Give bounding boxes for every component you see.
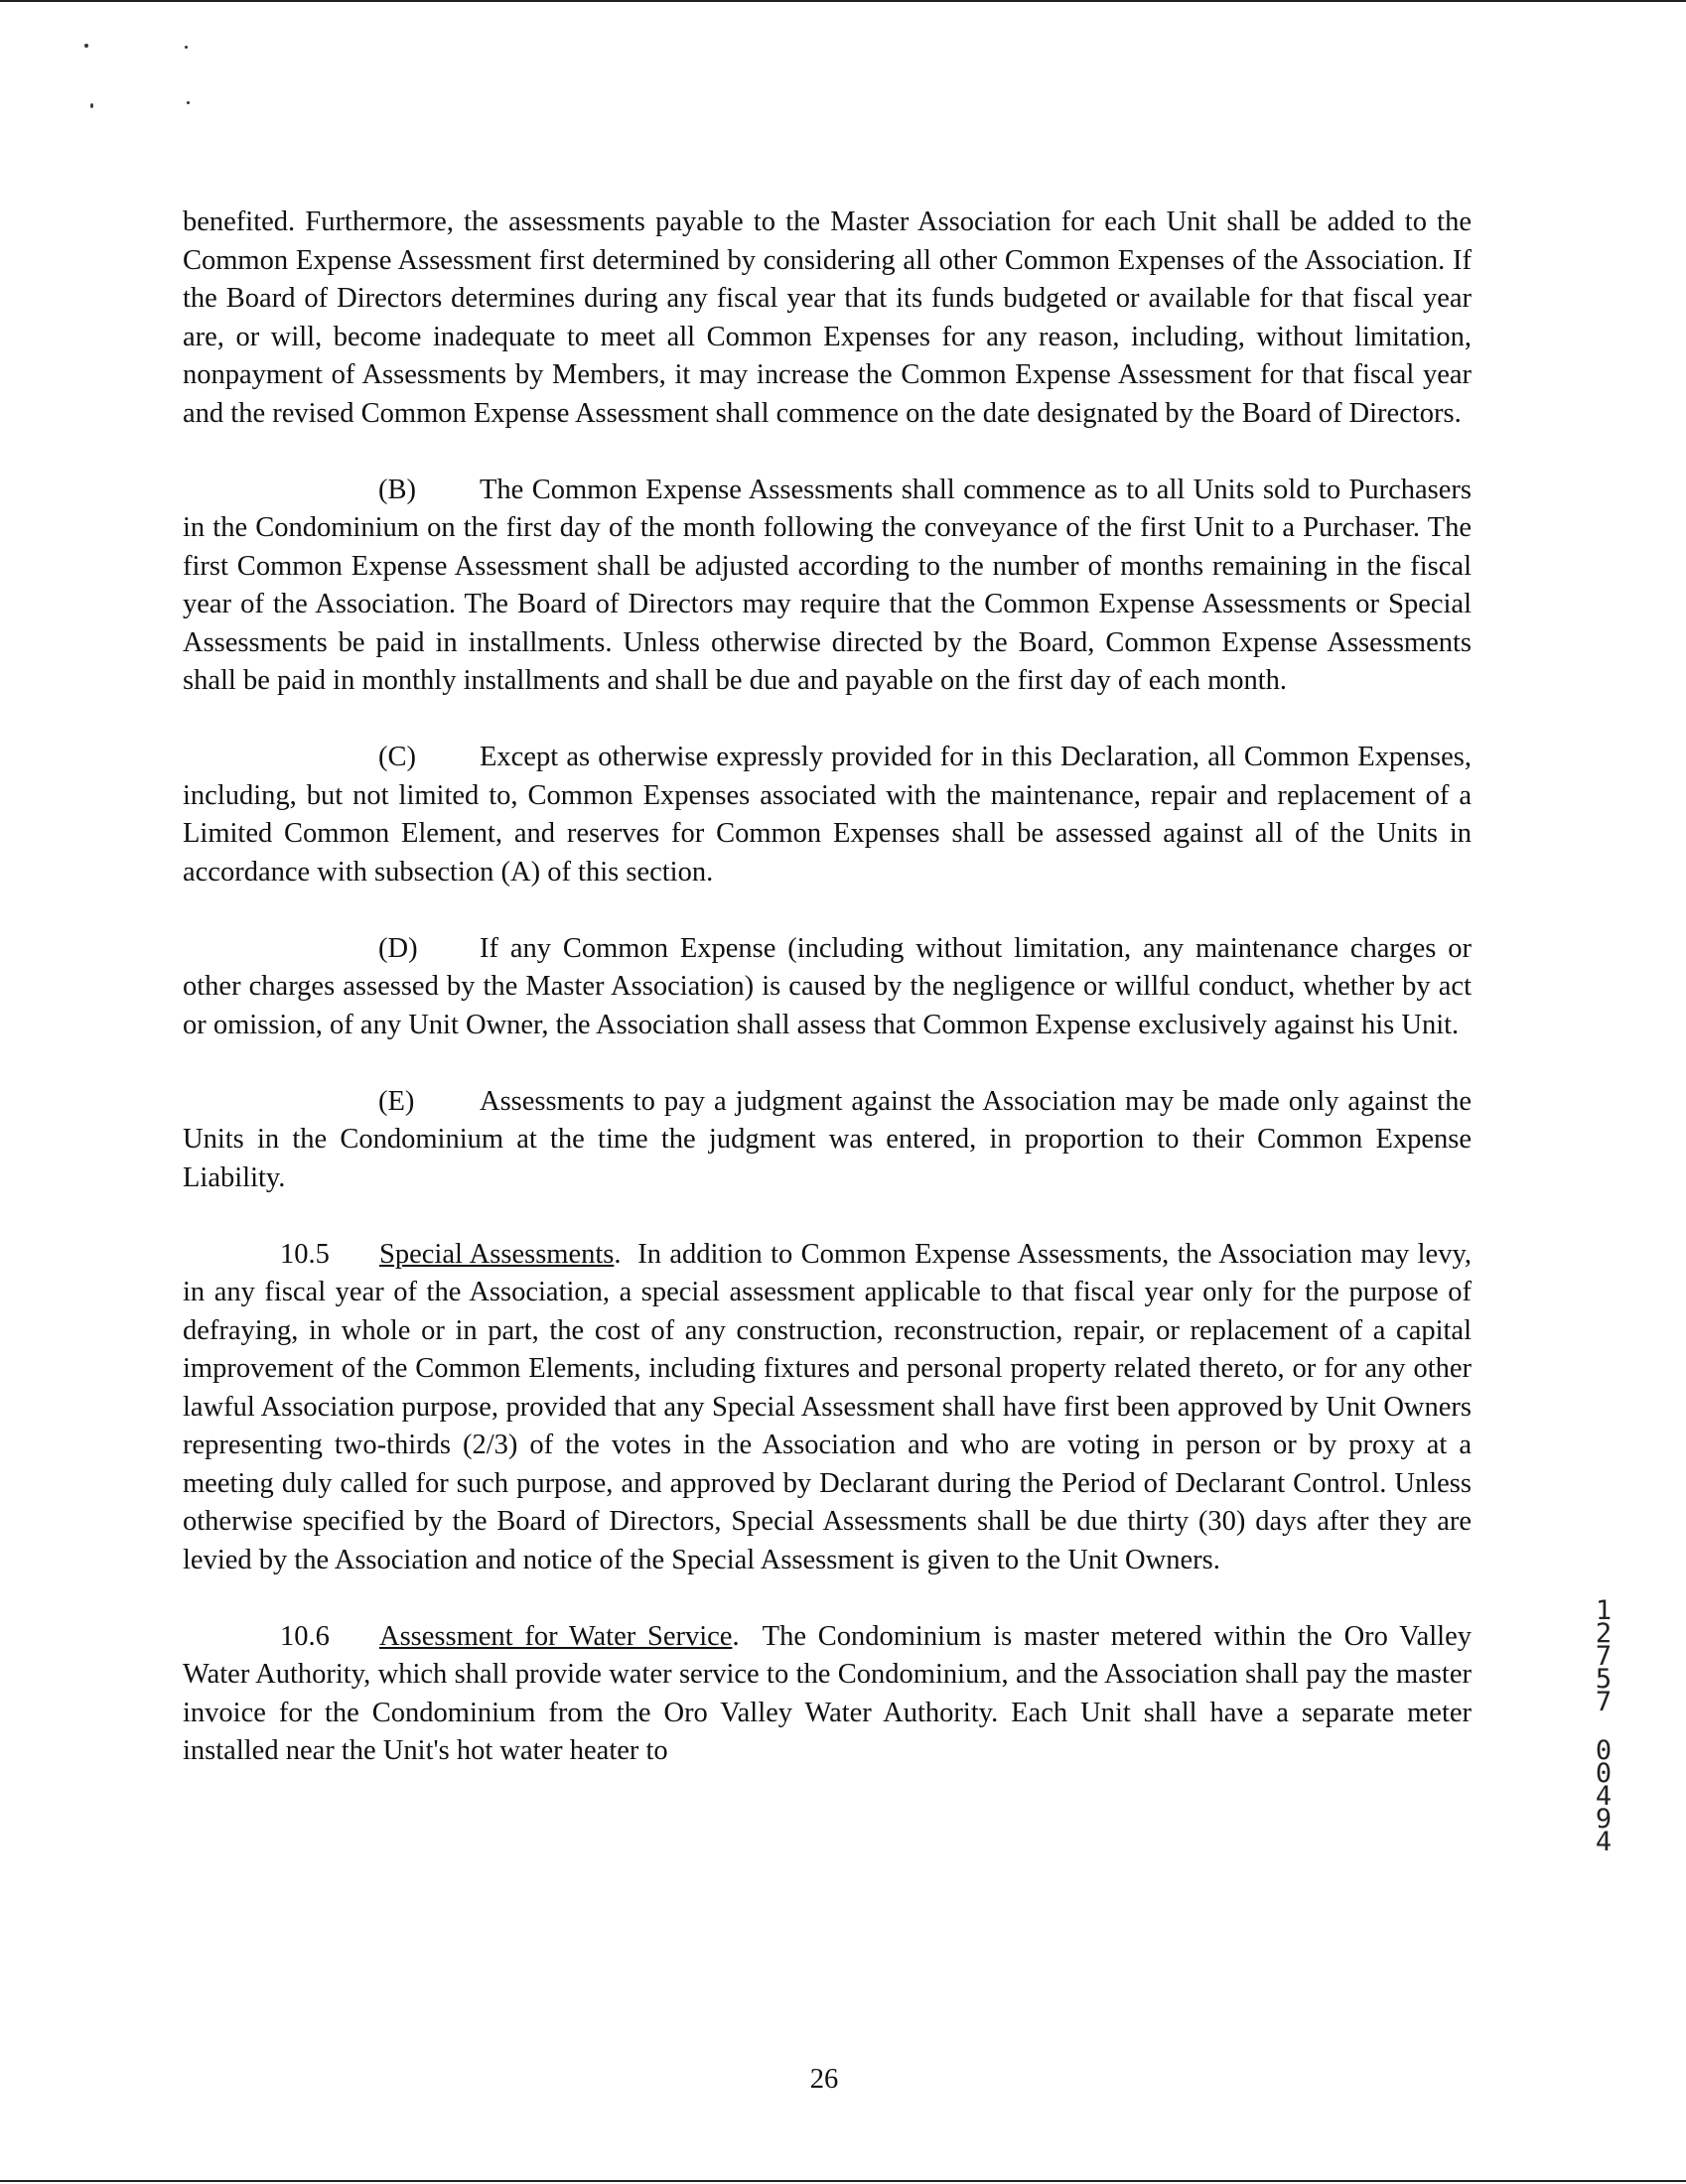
section-10-5: 10.5 Special Assessments. In addition to Common Expense Assessments, the Association may levy, in any fiscal year of the Association, a special assessment applicable to that fiscal year only for the purpose of defraying, in whole or in part, the cost of any construction, reconstruction, repair, or replacement of a capital improvement of the Common Elements, including fixtures and personal property related thereto, or for any other lawful Association purpose, provided that any Special Assessment shall have first been approved by Unit Owners representing two-thirds (2/3) of the votes in the Association and who are voting in person or by proxy at a meeting duly called for such purpose, and approved by Declarant during the Period of Declarant Control. Unless otherwise specified by the Board of Directors, Special Assessments shall be due thirty (30) days after they are levied by the Association and notice of the Special Assessment is given to the Unit Owners. xyxy=(183,1236,1472,1580)
stamp-digit: 2 xyxy=(1595,1618,1613,1649)
paragraph-intro xyxy=(183,204,1472,433)
section-10-6-text: The Condominium is master metered within the Oro Valley Water Authority, which shall provide water service to the Condominium, and the Association shall pay the master invoice for the Condominium from the Oro Valley Water Authority. Each Unit shall have a separate meter installed near the Unit's hot water heater to xyxy=(183,1620,1472,1766)
paragraph-intro-text: benefited. Furthermore, the assessments payable to the Master Association for each Unit shall be added to the Common Expense Assessment first determined by considering all other Common Expenses of the Association. If the Board of Directors determines during any fiscal year that its funds budgeted or available for that fiscal year are, or will, become inadequate to meet all Common Expenses for any reason, including, without limitation, nonpayment of Assessments by Members, it may increase the Common Expense Assessment for that fiscal year and the revised Common Expense Assessment shall commence on the date designated by the Board of Directors. xyxy=(183,206,1472,429)
paragraph-b xyxy=(183,472,1472,701)
stamp-digit: 5 xyxy=(1595,1664,1613,1695)
section-10-6-heading: Assessment for Water Service xyxy=(379,1620,733,1652)
section-10-6-number: 10.6 xyxy=(280,1620,330,1652)
recording-number-stamp xyxy=(1589,1595,1618,1857)
paragraph-d xyxy=(183,930,1472,1045)
stamp-digit: 7 xyxy=(1595,1641,1613,1672)
paragraph-c-label: (C) xyxy=(378,742,416,772)
scan-speck xyxy=(187,101,190,104)
stamp-digit: 1 xyxy=(1595,1595,1613,1626)
scan-speck xyxy=(84,44,88,48)
stamp-digit: 9 xyxy=(1595,1804,1613,1835)
section-10-5-number: 10.5 xyxy=(280,1238,330,1270)
section-10-5-heading: Special Assessments xyxy=(379,1238,615,1270)
scan-speck xyxy=(90,103,93,108)
bottom-border-line xyxy=(0,2180,1686,2182)
paragraph-d-text: If any Common Expense (including without limitation, any maintenance charges or other charges assessed by the Master Association) is caused by the negligence or willful conduct, whether by act or omission, of any Unit Owner, the Association shall assess that Common Expense exclusively against his Unit. xyxy=(183,932,1472,1040)
paragraph-c xyxy=(183,739,1472,891)
paragraph-e-text: Assessments to pay a judgment against the Association may be made only against the Units in the Condominium at the time the judgment was entered, in proportion to their Common Expense Liability. xyxy=(183,1085,1472,1193)
stamp-digit: 4 xyxy=(1595,1781,1613,1812)
section-10-5-text: In addition to Common Expense Assessments, the Association may levy, in any fiscal year of the Association, a special assessment applicable to that fiscal year only for the purpose of defraying, in whole or in part, the cost of any construction, reconstruction, repair, or replacement of a capital improvement of the Common Elements, including fixtures and personal property related thereto, or for any other lawful Association purpose, provided that any Special Assessment shall have first been approved by Unit Owners representing two-thirds (2/3) of the votes in the Association and who are voting in person or by proxy at a meeting duly called for such purpose, and approved by Declarant during the Period of Declarant Control. Unless otherwise specified by the Board of Directors, Special Assessments shall be due thirty (30) days after they are levied by the Association and notice of the Special Assessment is given to the Unit Owners. xyxy=(183,1238,1472,1575)
paragraph-b-text: The Common Expense Assessments shall commence as to all Units sold to Purchasers in the Condominium on the first day of the month following the conveyance of the first Unit to a Purchaser. The first Common Expense Assessment shall be adjusted according to the number of months remaining in the fiscal year of the Association. The Board of Directors may require that the Common Expense Assessments or Special Assessments be paid in installments. Unless otherwise directed by the Board, Common Expense Assessments shall be paid in monthly installments and shall be due and payable on the first day of each month. xyxy=(183,474,1472,696)
section-10-6: 10.6 Assessment for Water Service. The Condominium is master metered within the Oro Valley Water Authority, which shall provide water service to the Condominium, and the Association shall pay the master invoice for the Condominium from the Oro Valley Water Authority. Each Unit shall have a separate meter installed near the Unit's hot water heater to xyxy=(183,1618,1472,1771)
paragraph-b-label: (B) xyxy=(378,474,416,505)
document-body xyxy=(183,204,1472,1809)
stamp-digit: 7 xyxy=(1595,1687,1613,1717)
scan-speck xyxy=(185,46,188,49)
paragraph-e xyxy=(183,1083,1472,1198)
paragraph-e-label: (E) xyxy=(378,1085,415,1117)
stamp-digit: 4 xyxy=(1595,1827,1613,1857)
top-border-line xyxy=(0,0,1686,2)
paragraph-c-text: Except as otherwise expressly provided for in this Declaration, all Common Expenses, including, but not limited to, Common Expenses associated with the maintenance, repair and replacement of a Limited Common Element, and reserves for Common Expenses shall be assessed against all of the Units in accordance with subsection (A) of this section. xyxy=(183,742,1472,887)
stamp-digit: 0 xyxy=(1595,1735,1613,1766)
paragraph-d-label: (D) xyxy=(378,932,418,964)
stamp-digit: 0 xyxy=(1595,1758,1613,1789)
page-number: 26 xyxy=(809,2064,839,2095)
